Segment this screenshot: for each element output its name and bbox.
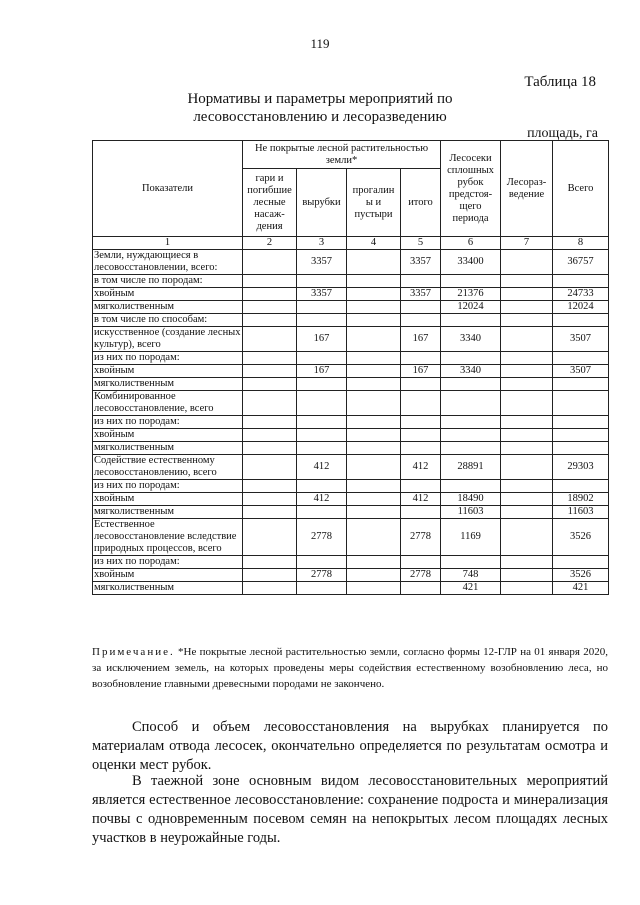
cell-c2 bbox=[243, 582, 297, 595]
column-index: 7 bbox=[501, 237, 553, 250]
table-row bbox=[93, 365, 609, 378]
header-uncovered-lands: Не покрытые лесной растительностью земли* bbox=[243, 141, 441, 169]
cell-c5: 167 bbox=[401, 365, 441, 378]
cell-c4 bbox=[347, 391, 401, 416]
cell-c8: 3507 bbox=[553, 327, 609, 352]
cell-c8 bbox=[553, 480, 609, 493]
header-clearcuts: вырубки bbox=[297, 169, 347, 237]
table-row bbox=[93, 519, 609, 556]
cell-c8 bbox=[553, 352, 609, 365]
cell-c3: 412 bbox=[297, 493, 347, 506]
cell-c7 bbox=[501, 391, 553, 416]
table-row bbox=[93, 378, 609, 391]
cell-c2 bbox=[243, 391, 297, 416]
cell-c5: 2778 bbox=[401, 519, 441, 556]
cell-c7 bbox=[501, 569, 553, 582]
cell-c3: 2778 bbox=[297, 569, 347, 582]
cell-c7 bbox=[501, 365, 553, 378]
cell-c5 bbox=[401, 556, 441, 569]
cell-c3 bbox=[297, 582, 347, 595]
header-indicator: Показатели bbox=[93, 141, 243, 237]
cell-c5 bbox=[401, 391, 441, 416]
row-label: в том числе по способам: bbox=[93, 314, 243, 327]
cell-c8 bbox=[553, 556, 609, 569]
cell-c7 bbox=[501, 556, 553, 569]
table-row bbox=[93, 352, 609, 365]
table-row bbox=[93, 429, 609, 442]
forest-restoration-table bbox=[92, 140, 609, 595]
row-label: мягколиственным bbox=[93, 506, 243, 519]
cell-c2 bbox=[243, 455, 297, 480]
column-index-row bbox=[93, 237, 609, 250]
cell-c4 bbox=[347, 314, 401, 327]
cell-c8 bbox=[553, 429, 609, 442]
row-label: мягколиственным bbox=[93, 301, 243, 314]
cell-c2 bbox=[243, 429, 297, 442]
cell-c6 bbox=[441, 429, 501, 442]
cell-c2 bbox=[243, 480, 297, 493]
cell-c5: 412 bbox=[401, 493, 441, 506]
row-label: мягколиственным bbox=[93, 582, 243, 595]
row-label: искусственное (создание лесных культур), всего bbox=[94, 327, 241, 350]
cell-c4 bbox=[347, 556, 401, 569]
cell-c6 bbox=[441, 352, 501, 365]
column-index: 3 bbox=[297, 237, 347, 250]
cell-c8 bbox=[553, 416, 609, 429]
table-note bbox=[92, 644, 608, 692]
header-cutting-areas: Лесосеки сплошных рубок предстоя-щего периода bbox=[441, 141, 501, 237]
cell-c6: 12024 bbox=[441, 301, 501, 314]
cell-c6: 11603 bbox=[441, 506, 501, 519]
cell-c7 bbox=[501, 493, 553, 506]
table-row bbox=[93, 301, 609, 314]
cell-c5 bbox=[401, 378, 441, 391]
row-label: Земли, нуждающиеся в лесовосстановлении, всего: bbox=[93, 250, 243, 275]
cell-c8: 12024 bbox=[553, 301, 609, 314]
row-label: хвойным bbox=[93, 569, 243, 582]
note-label: Примечание. bbox=[92, 646, 175, 658]
cell-c3 bbox=[297, 442, 347, 455]
cell-c6 bbox=[441, 442, 501, 455]
row-label: Содействие естественному лесовосстановлению, всего bbox=[93, 455, 243, 480]
cell-c4 bbox=[347, 455, 401, 480]
cell-c6: 21376 bbox=[441, 288, 501, 301]
cell-c3: 3357 bbox=[297, 250, 347, 275]
cell-c3: 2778 bbox=[297, 519, 347, 556]
cell-c8: 3526 bbox=[553, 519, 609, 556]
cell-c2 bbox=[243, 506, 297, 519]
cell-c4 bbox=[347, 275, 401, 288]
cell-c5 bbox=[401, 442, 441, 455]
cell-c4 bbox=[347, 429, 401, 442]
header-burned: гари и погибшие лесные насаж-дения bbox=[243, 169, 297, 237]
cell-c4 bbox=[347, 506, 401, 519]
cell-c7 bbox=[501, 327, 553, 352]
row-label: хвойным bbox=[93, 365, 243, 378]
cell-c5 bbox=[401, 480, 441, 493]
cell-c7 bbox=[501, 416, 553, 429]
cell-c3 bbox=[297, 429, 347, 442]
table-row bbox=[93, 288, 609, 301]
table-row bbox=[93, 569, 609, 582]
cell-c3: 412 bbox=[297, 455, 347, 480]
table-label: Таблица 18 bbox=[524, 74, 596, 90]
cell-c3 bbox=[297, 301, 347, 314]
cell-c2 bbox=[243, 569, 297, 582]
header-subtotal: итого bbox=[401, 169, 441, 237]
cell-c2 bbox=[243, 442, 297, 455]
body-paragraph: В таежной зоне основным видом лесовосстановительных мероприятий является естественное лесовосстановление: сохранение подроста и минерализация почвы с одновременным посевом семян на непокрытых лесом площадях лесных участков в неурожайные годы. bbox=[92, 773, 608, 846]
cell-c3: 167 bbox=[297, 327, 347, 352]
cell-c3 bbox=[297, 378, 347, 391]
cell-c5 bbox=[401, 314, 441, 327]
cell-c5: 412 bbox=[401, 455, 441, 480]
table-row bbox=[93, 556, 609, 569]
row-label: из них по породам: bbox=[93, 416, 243, 429]
table-row bbox=[93, 493, 609, 506]
cell-c8: 24733 bbox=[553, 288, 609, 301]
cell-c6: 3340 bbox=[441, 365, 501, 378]
cell-c8: 3526 bbox=[553, 569, 609, 582]
cell-c2 bbox=[243, 275, 297, 288]
cell-c3: 3357 bbox=[297, 288, 347, 301]
cell-c3 bbox=[297, 391, 347, 416]
cell-c5 bbox=[401, 301, 441, 314]
table-row bbox=[93, 275, 609, 288]
row-label: из них по породам: bbox=[93, 352, 243, 365]
cell-c7 bbox=[501, 314, 553, 327]
cell-c6: 33400 bbox=[441, 250, 501, 275]
column-index: 2 bbox=[243, 237, 297, 250]
cell-c2 bbox=[243, 250, 297, 275]
cell-c7 bbox=[501, 442, 553, 455]
row-label: в том числе по породам: bbox=[93, 275, 243, 288]
column-index: 5 bbox=[401, 237, 441, 250]
header-glades: прогалин ы и пустыри bbox=[347, 169, 401, 237]
cell-c4 bbox=[347, 569, 401, 582]
table-title: Нормативы и параметры мероприятий по лесовосстановлению и лесоразведению bbox=[187, 91, 453, 125]
cell-c4 bbox=[347, 442, 401, 455]
table-row bbox=[93, 327, 609, 352]
cell-c6 bbox=[441, 378, 501, 391]
cell-c5: 2778 bbox=[401, 569, 441, 582]
cell-c4 bbox=[347, 365, 401, 378]
cell-c7 bbox=[501, 519, 553, 556]
cell-c4 bbox=[347, 378, 401, 391]
cell-c2 bbox=[243, 288, 297, 301]
cell-c6: 3340 bbox=[441, 327, 501, 352]
cell-c7 bbox=[501, 378, 553, 391]
cell-c6: 748 bbox=[441, 569, 501, 582]
cell-c8: 11603 bbox=[553, 506, 609, 519]
row-label: мягколиственным bbox=[93, 442, 243, 455]
table-row bbox=[93, 250, 609, 275]
table-row bbox=[93, 455, 609, 480]
cell-c4 bbox=[347, 416, 401, 429]
table-row bbox=[93, 314, 609, 327]
cell-c4 bbox=[347, 582, 401, 595]
row-label: Комбинированное лесовосстановление, всего bbox=[93, 391, 243, 416]
cell-c3 bbox=[297, 352, 347, 365]
note-text: *Не покрытые лесной растительностью земли, согласно формы 12-ГЛР на 01 января 2020, за исключением земель, на которых проведены меры содействия естественному возобновлению леса, но возобновление главными древесными породами не закончено. bbox=[92, 646, 608, 690]
cell-c8: 3507 bbox=[553, 365, 609, 378]
cell-c6: 28891 bbox=[441, 455, 501, 480]
cell-c7 bbox=[501, 288, 553, 301]
cell-c6 bbox=[441, 416, 501, 429]
column-index: 6 bbox=[441, 237, 501, 250]
cell-c7 bbox=[501, 301, 553, 314]
cell-c8 bbox=[553, 275, 609, 288]
cell-c5 bbox=[401, 416, 441, 429]
cell-c3: 167 bbox=[297, 365, 347, 378]
cell-c6: 421 bbox=[441, 582, 501, 595]
column-index: 4 bbox=[347, 237, 401, 250]
cell-c2 bbox=[243, 556, 297, 569]
cell-c6: 18490 bbox=[441, 493, 501, 506]
cell-c3 bbox=[297, 480, 347, 493]
cell-c7 bbox=[501, 352, 553, 365]
cell-c8 bbox=[553, 442, 609, 455]
cell-c4 bbox=[347, 519, 401, 556]
cell-c7 bbox=[501, 250, 553, 275]
table-row bbox=[93, 582, 609, 595]
cell-c6 bbox=[441, 314, 501, 327]
cell-c4 bbox=[347, 352, 401, 365]
cell-c2 bbox=[243, 352, 297, 365]
cell-c5 bbox=[401, 352, 441, 365]
column-index: 1 bbox=[93, 237, 243, 250]
page-number: 119 bbox=[310, 36, 330, 51]
cell-c8: 29303 bbox=[553, 455, 609, 480]
table-row bbox=[93, 416, 609, 429]
cell-c4 bbox=[347, 288, 401, 301]
cell-c2 bbox=[243, 327, 297, 352]
cell-c4 bbox=[347, 480, 401, 493]
cell-c3 bbox=[297, 314, 347, 327]
cell-c7 bbox=[501, 455, 553, 480]
cell-c3 bbox=[297, 416, 347, 429]
cell-c4 bbox=[347, 250, 401, 275]
cell-c7 bbox=[501, 582, 553, 595]
cell-c4 bbox=[347, 327, 401, 352]
cell-c7 bbox=[501, 429, 553, 442]
cell-c2 bbox=[243, 301, 297, 314]
cell-c8: 18902 bbox=[553, 493, 609, 506]
row-label: из них по породам: bbox=[93, 556, 243, 569]
row-label: мягколиственным bbox=[93, 378, 243, 391]
row-label: хвойным bbox=[93, 288, 243, 301]
cell-c5 bbox=[401, 275, 441, 288]
cell-c8 bbox=[553, 314, 609, 327]
cell-c7 bbox=[501, 275, 553, 288]
table-row bbox=[93, 391, 609, 416]
cell-c3 bbox=[297, 275, 347, 288]
body-paragraph: Способ и объем лесовосстановления на вырубках планируется по материалам отвода лесосек, окончательно определяется по результатам осмотра и оценки мест рубок. bbox=[92, 719, 608, 773]
cell-c5: 167 bbox=[401, 327, 441, 352]
cell-c7 bbox=[501, 506, 553, 519]
table-body bbox=[93, 250, 609, 595]
table-row bbox=[93, 506, 609, 519]
cell-c7 bbox=[501, 480, 553, 493]
header-total: Всего bbox=[553, 141, 609, 237]
cell-c6 bbox=[441, 556, 501, 569]
cell-c6 bbox=[441, 275, 501, 288]
units-label: площадь, га bbox=[527, 126, 598, 141]
cell-c6 bbox=[441, 480, 501, 493]
cell-c6 bbox=[441, 391, 501, 416]
cell-c5: 3357 bbox=[401, 288, 441, 301]
cell-c6: 1169 bbox=[441, 519, 501, 556]
cell-c2 bbox=[243, 378, 297, 391]
cell-c2 bbox=[243, 314, 297, 327]
cell-c8 bbox=[553, 378, 609, 391]
cell-c3 bbox=[297, 506, 347, 519]
header-afforestation: Лесораз-ведение bbox=[501, 141, 553, 237]
cell-c5 bbox=[401, 582, 441, 595]
cell-c5 bbox=[401, 429, 441, 442]
cell-c8: 36757 bbox=[553, 250, 609, 275]
column-index: 8 bbox=[553, 237, 609, 250]
cell-c2 bbox=[243, 365, 297, 378]
cell-c2 bbox=[243, 493, 297, 506]
table-row bbox=[93, 480, 609, 493]
cell-c2 bbox=[243, 416, 297, 429]
cell-c4 bbox=[347, 493, 401, 506]
cell-c3 bbox=[297, 556, 347, 569]
cell-c8: 421 bbox=[553, 582, 609, 595]
cell-c5 bbox=[401, 506, 441, 519]
row-label: хвойным bbox=[93, 429, 243, 442]
table-row bbox=[93, 442, 609, 455]
cell-c8 bbox=[553, 391, 609, 416]
cell-c2 bbox=[243, 519, 297, 556]
row-label: хвойным bbox=[93, 493, 243, 506]
cell-c5: 3357 bbox=[401, 250, 441, 275]
cell-c4 bbox=[347, 301, 401, 314]
row-label: из них по породам: bbox=[93, 480, 243, 493]
row-label: Естественное лесовосстановление вследствие природных процессов, всего bbox=[93, 519, 243, 556]
